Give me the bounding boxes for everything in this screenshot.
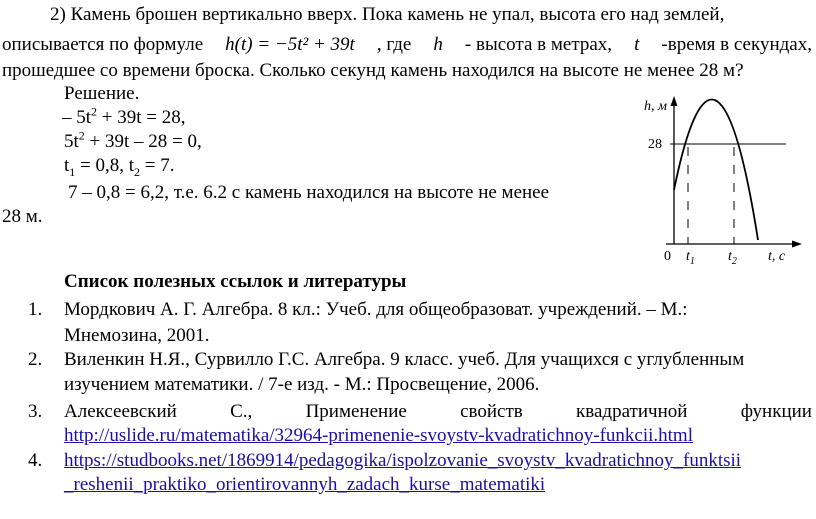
- problem-line-1: 2) Камень брошен вертикально вверх. Пока камень не упал, высота его над землей,: [50, 4, 725, 25]
- ref-3-word: функции: [740, 401, 812, 422]
- ref-3-word: квадратичной: [576, 401, 688, 422]
- ref-1-number: 1.: [28, 299, 43, 320]
- root-part: t: [64, 155, 70, 176]
- x-axis-arrow: [792, 241, 802, 248]
- problem-line-2: [2, 34, 812, 56]
- height-parabola: [674, 99, 758, 240]
- answer-line-2: 28 м.: [2, 206, 43, 227]
- t2-letter: t: [728, 249, 732, 264]
- eq-part: – 5t: [62, 107, 92, 128]
- ref-3-number: 3.: [28, 401, 43, 422]
- y-axis-label: h, м: [644, 99, 667, 114]
- ref-2-number: 2.: [28, 349, 43, 370]
- eq-part: + 39t = 28,: [97, 107, 186, 128]
- problem-text: описывается по формуле: [2, 34, 204, 55]
- ref-2-line-1: Виленкин Н.Я., Сурвилло Г.С. Алгебра. 9 класс. учеб. Для учащихся с углубленным: [64, 349, 745, 370]
- ref-4-link-part-1[interactable]: https://studbooks.net/1869914/pedagogika/ispolzovanie_svoystv_kvadratichnoy_funktsii: [64, 450, 742, 471]
- ref-2-line-2: изучением математики. / 7-е изд. - М.: Просвещение, 2006.: [64, 374, 540, 395]
- t2-label: [728, 249, 737, 267]
- eq-exponent: 2: [78, 128, 85, 143]
- root-part: = 0,8, t: [75, 155, 135, 176]
- t-variable: t: [634, 34, 640, 55]
- ref-3-link[interactable]: http://uslide.ru/matematika/32964-primenenie-svoystv-kvadratichnoy-funkcii.html: [64, 425, 693, 446]
- ref-1-line-2: Мнемозина, 2001.: [64, 325, 210, 346]
- ref-4-link-part-2[interactable]: _reshenii_praktiko_orientirovannyh_zadach_kurse_matematiki: [64, 474, 546, 495]
- y-axis-arrow: [671, 96, 678, 106]
- ref-3-line-1: [64, 401, 812, 423]
- problem-text: - высота в метрах,: [464, 34, 613, 55]
- root-subscript: 2: [134, 164, 141, 179]
- y-tick-28: 28: [648, 137, 662, 152]
- ref-3-word: Алексеевский: [64, 401, 177, 422]
- roots: [64, 155, 175, 177]
- solution-heading: Решение.: [64, 83, 140, 104]
- eq-exponent: 2: [91, 104, 98, 119]
- eq-part: + 39t – 28 = 0,: [84, 131, 202, 152]
- root-part: = 7.: [140, 155, 175, 176]
- h-variable: h: [433, 34, 443, 55]
- references-heading: Список полезных ссылок и литературы: [64, 271, 407, 292]
- x-axis-label: t, с: [768, 249, 786, 264]
- equation-2: [64, 128, 202, 153]
- origin-label: 0: [664, 249, 671, 264]
- ref-3-word: С.,: [230, 401, 253, 422]
- t1-subscript: 1: [689, 256, 695, 267]
- trajectory-graph: [630, 92, 810, 272]
- problem-text: , где: [376, 34, 412, 55]
- t2-subscript: 2: [731, 256, 737, 267]
- ref-4-number: 4.: [28, 450, 43, 471]
- equation-1: [62, 104, 186, 129]
- ref-3-word: свойств: [460, 401, 523, 422]
- problem-line-3: прошедшее со времени броска. Сколько секунд камень находился на высоте не менее 28 м?: [2, 60, 744, 81]
- t1-label: [686, 249, 695, 267]
- t1-letter: t: [686, 249, 690, 264]
- ref-4-line-2: [64, 474, 545, 496]
- ref-3-line-2: [64, 425, 693, 447]
- ref-4-line-1: [64, 450, 741, 472]
- eq-part: 5t: [64, 131, 79, 152]
- problem-text: -время в секундах,: [661, 34, 812, 55]
- answer-line-1: 7 – 0,8 = 6,2, т.е. 6.2 с камень находился на высоте не менее: [68, 182, 550, 203]
- height-formula: h(t) = −5t² + 39t: [225, 34, 355, 55]
- ref-3-word: Применение: [305, 401, 407, 422]
- root-subscript: 1: [69, 164, 76, 179]
- ref-1-line-1: Мордкович А. Г. Алгебра. 8 кл.: Учеб. для общеобразоват. учреждений. – М.:: [64, 299, 688, 320]
